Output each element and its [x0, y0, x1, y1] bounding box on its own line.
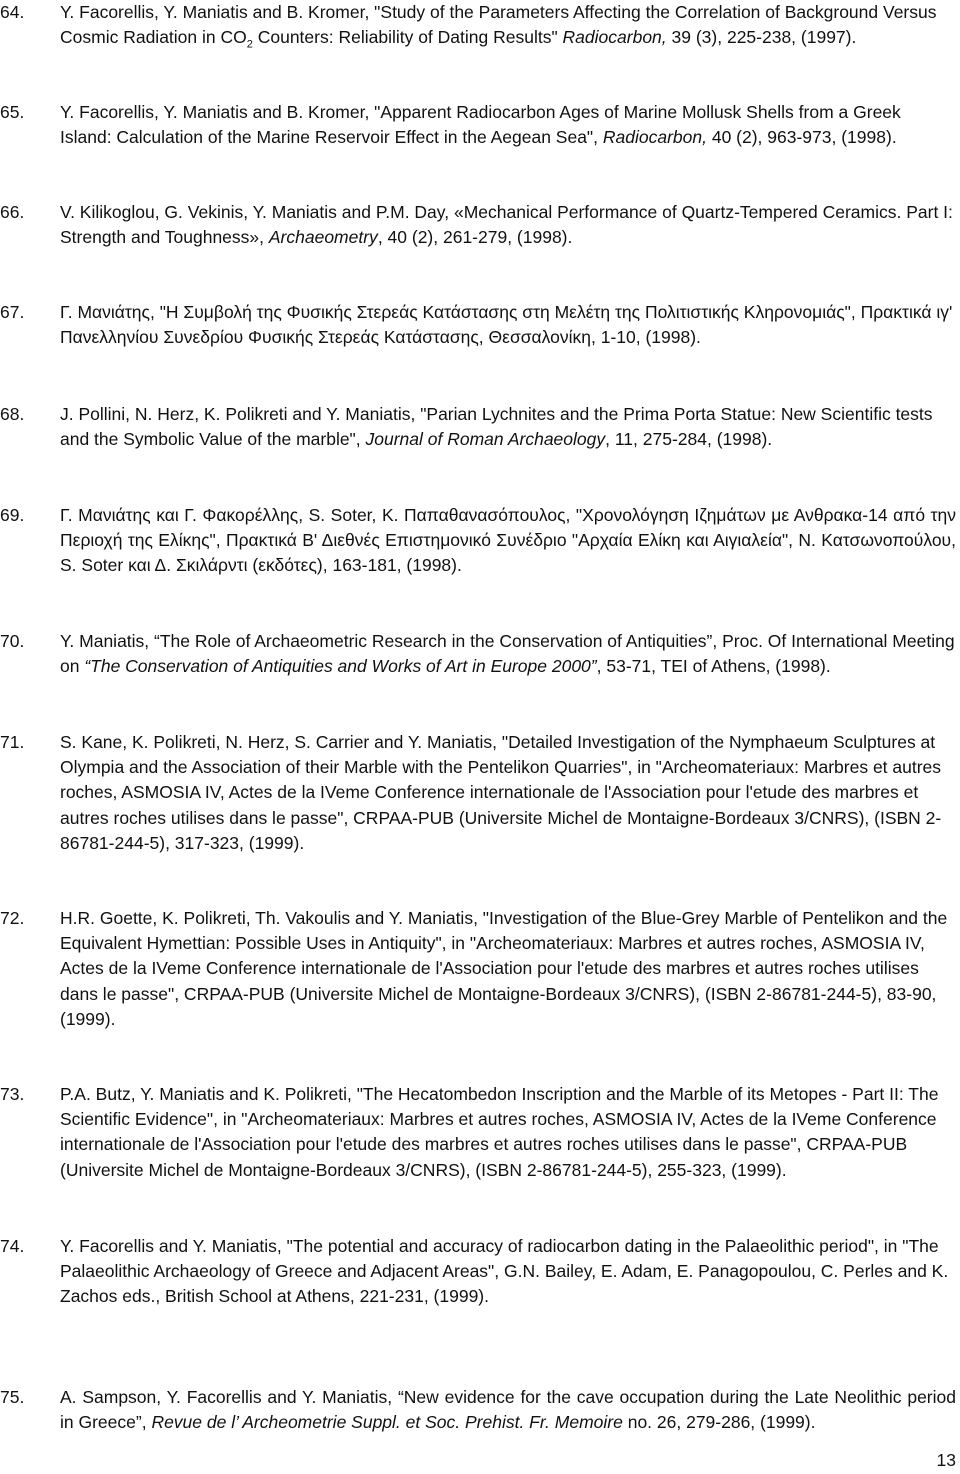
reference-text-part: 39 (3), 225-238, (1997).	[666, 27, 857, 48]
reference-number: 73.	[0, 1084, 25, 1104]
reference-number: 75.	[0, 1387, 25, 1407]
reference-text-part: A. Sampson, Y. Facorellis and Y. Maniatis, “New evidence for the cave occupation during the Late Neolithic period in Greece”,	[60, 1387, 956, 1433]
reference-item	[0, 1234, 956, 1310]
reference-text-part: , 11, 275-284, (1998).	[605, 429, 773, 450]
reference-text-part: Y. Facorellis, Y. Maniatis and B. Kromer, "Study of the Parameters Affecting the Correlation of Background Versus Cosmic Radiation in CO	[60, 2, 937, 48]
reference-italic-text: Archaeometry	[268, 227, 378, 248]
reference-number: 65.	[0, 102, 25, 122]
reference-italic-text: Radiocarbon,	[562, 27, 667, 48]
reference-italic-text: Revue de l’ Archeometrie Suppl. et Soc. Prehist. Fr. Memoire	[151, 1412, 623, 1433]
reference-number: 71.	[0, 732, 25, 752]
reference-text	[60, 402, 956, 452]
reference-item	[0, 1082, 956, 1183]
reference-text-part: , 40 (2), 261-279, (1998).	[377, 227, 573, 248]
subscript-text: 2	[246, 38, 253, 51]
reference-item	[0, 906, 956, 1032]
reference-italic-text: “The Conservation of Antiquities and Works of Art in Europe 2000”	[84, 656, 597, 677]
reference-number: 64.	[0, 2, 25, 22]
reference-text	[60, 1082, 956, 1183]
reference-number: 72.	[0, 908, 25, 928]
reference-text-part: S. Kane, K. Polikreti, N. Herz, S. Carrier and Y. Maniatis, "Detailed Investigation of the Nymphaeum Sculptures at Olympia and the Association of their Marble with the Pentelikon Quarries", in "Archeomateriaux: Marbres et autres roches, ASMOSIA IV, Actes de la IVeme Conference internationale de l'Association pour l'etude des marbres et autres roches utilises dans le passe", CRPAA-PUB (Universite Michel de Montaigne-Bordeaux 3/CNRS), (ISBN 2-86781-244-5), 317-323, (1999).	[60, 732, 942, 853]
reference-text-part: 40 (2), 963-973, (1998).	[706, 127, 897, 148]
reference-text-part: Y. Maniatis, “The Role of Archaeometric Research in the Conservation of Antiquities”, Proc. Of International Meeting on	[60, 631, 955, 677]
reference-item	[0, 503, 956, 579]
reference-number: 70.	[0, 631, 25, 651]
reference-text	[60, 200, 956, 250]
reference-text-part: Counters: Reliability of Dating Results"	[252, 27, 563, 48]
reference-text	[60, 100, 956, 150]
reference-number: 68.	[0, 404, 25, 424]
reference-text-part: Y. Facorellis and Y. Maniatis, "The potential and accuracy of radiocarbon dating in the Palaeolithic period", in "The Palaeolithic Archaeology of Greece and Adjacent Areas", G.N. Bailey, E. Adam, E. Panagopoulou, C. Perles and K. Zachos eds., British School at Athens, 221-231, (1999).	[60, 1236, 949, 1307]
reference-text	[60, 1234, 956, 1310]
reference-text	[60, 503, 956, 579]
reference-item	[0, 200, 956, 250]
reference-text-part: Γ. Μανιάτης, "Η Συμβολή της Φυσικής Στερεάς Κατάστασης στη Μελέτη της Πολιτιστικής Κληρονομιάς", Πρακτικά ιγ' Πανελληνίου Συνεδρίου Φυσικής Στερεάς Κατάστασης, Θεσσαλονίκη, 1-10, (1998).	[60, 302, 953, 348]
reference-number: 66.	[0, 202, 25, 222]
reference-text	[60, 629, 956, 679]
reference-text	[60, 0, 956, 50]
reference-item	[0, 300, 956, 350]
reference-item	[0, 629, 956, 679]
reference-text-part: no. 26, 279-286, (1999).	[622, 1412, 816, 1433]
reference-number: 69.	[0, 505, 25, 525]
reference-text-part: Y. Facorellis, Y. Maniatis and B. Kromer, "Apparent Radiocarbon Ages of Marine Mollusk Shells from a Greek Island: Calculation of the Marine Reservoir Effect in the Aegean Sea",	[60, 102, 901, 148]
page-number: 13	[936, 1450, 956, 1470]
reference-item	[0, 100, 956, 150]
reference-item	[0, 1385, 956, 1435]
reference-text	[60, 730, 956, 856]
reference-text-part: J. Pollini, N. Herz, K. Polikreti and Y. Maniatis, "Parian Lychnites and the Prima Porta Statue: New Scientific tests and the Symbolic Value of the marble",	[60, 404, 933, 450]
reference-number: 67.	[0, 302, 25, 322]
reference-text-part: Γ. Μανιάτης και Γ. Φακορέλλης, S. Soter, Κ. Παπαθανασόπουλος, "Χρονολόγηση Ιζημάτων με Ανθρακα-14 από την Περιοχή της Ελίκης", Πρακτικά Β' Διεθνές Επιστημονικό Συνέδριο "Αρχαία Ελίκη και Αιγιαλεία", Ν. Κατσωνοπούλου, S. Soter και Δ. Σκιλάρντι (εκδότες), 163-181, (1998).	[60, 505, 956, 576]
reference-item	[0, 730, 956, 856]
reference-text-part: P.A. Butz, Y. Maniatis and K. Polikreti, "The Hecatombedon Inscription and the Marble of its Metopes - Part II: The Scientific Evidence", in "Archeomateriaux: Marbres et autres roches, ASMOSIA IV, Actes de la IVeme Conference internationale de l'Association pour l'etude des marbres et autres roches utilises dans le passe", CRPAA-PUB (Universite Michel de Montaigne-Bordeaux 3/CNRS), (ISBN 2-86781-244-5), 255-323, (1999).	[60, 1084, 939, 1180]
reference-item	[0, 0, 956, 50]
reference-item	[0, 402, 956, 452]
reference-text-part: V. Kilikoglou, G. Vekinis, Y. Maniatis and P.M. Day, «Mechanical Performance of Quartz-Tempered Ceramics. Part I: Strength and Toughness»,	[60, 202, 953, 248]
reference-number: 74.	[0, 1236, 25, 1256]
reference-text	[60, 300, 956, 350]
reference-italic-text: Radiocarbon,	[602, 127, 707, 148]
reference-text-part: H.R. Goette, K. Polikreti, Th. Vakoulis and Y. Maniatis, "Investigation of the Blue-Grey Marble of Pentelikon and the Equivalent Hymettian: Possible Uses in Antiquity", in "Archeomateriaux: Marbres et autres roches, ASMOSIA IV, Actes de la IVeme Conference internationale de l'Association pour l'etude des marbres et autres roches utilises dans le passe", CRPAA-PUB (Universite Michel de Montaigne-Bordeaux 3/CNRS), (ISBN 2-86781-244-5), 83-90, (1999).	[60, 908, 948, 1029]
reference-italic-text: Journal of Roman Archaeology	[365, 429, 606, 450]
reference-text	[60, 906, 956, 1032]
reference-text-part: , 53-71, TEI of Athens, (1998).	[596, 656, 831, 677]
reference-text	[60, 1385, 956, 1435]
